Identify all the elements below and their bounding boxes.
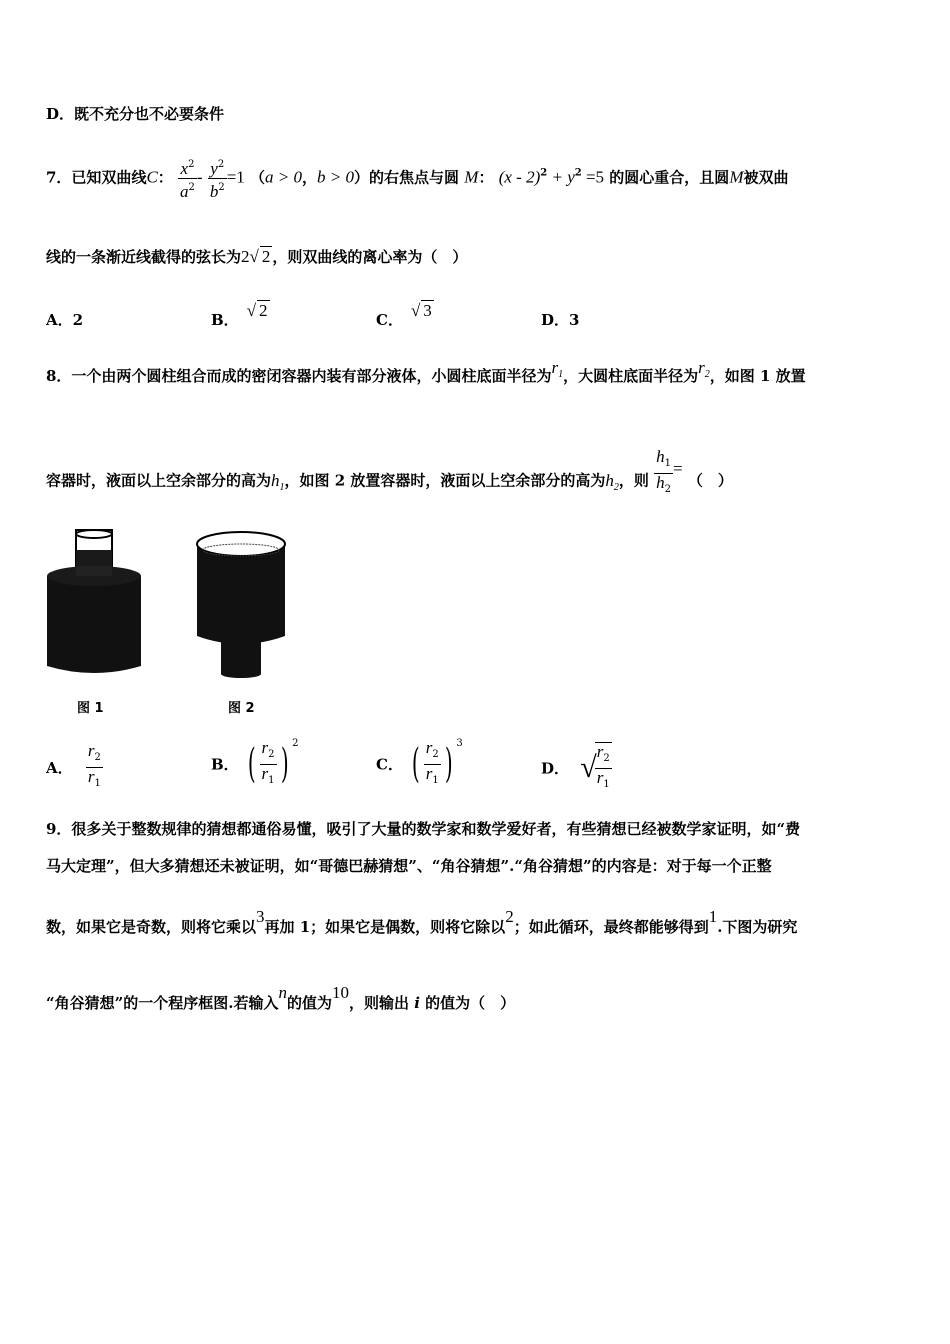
q8-b-r1: r — [261, 763, 269, 783]
figure-1-caption: 图 1 — [77, 701, 104, 716]
q7-option-a[interactable] — [46, 309, 83, 330]
q9-line-1: 9．很多关于整数规律的猜想都通俗易懂，吸引了大量的数学家和数学爱好者，有些猜想已经被数学家证明，如“费 — [46, 820, 801, 838]
q8-h1-sub: 1 — [279, 481, 285, 493]
q8-option-a-label: A． — [46, 759, 73, 777]
q7-y: y — [210, 159, 218, 178]
q8-option-d-frac — [595, 742, 612, 794]
q7-frac-y2-b2: $\frac{y^2}{b^2}$ — [208, 156, 227, 201]
q8-line2-c: ，则 — [618, 471, 649, 490]
q8-c-r1-sub: 1 — [432, 774, 439, 786]
q9-number-3: 3 — [256, 907, 265, 926]
q8-r1: r — [551, 358, 559, 377]
q7-colon: ： — [157, 168, 173, 187]
q8-d-r1-sub: 1 — [603, 779, 610, 790]
q7-x: x — [180, 159, 189, 178]
q7-option-d-value: 3 — [569, 311, 580, 329]
fig1-small-cylinder-top — [76, 530, 112, 538]
q8-h2-sub: 2 — [613, 481, 619, 493]
q7-chord-radicand: 2 — [261, 247, 271, 266]
q7-circle-name: M — [464, 167, 479, 187]
q7-tail-text-2: 被双曲 — [743, 168, 789, 187]
fig1-neck — [76, 566, 112, 576]
q7-option-c[interactable]: C． √ 3 — [376, 301, 432, 329]
q7-option-c-label: C． — [376, 311, 403, 329]
q7-tail-text: 的圆心重合，且圆 — [609, 168, 730, 187]
figure-1-container — [44, 528, 144, 680]
q8-option-b-label: B． — [211, 755, 239, 774]
q8-ratio-h1-sub: 1 — [664, 458, 672, 469]
q9-line4-c: ，则输出 — [349, 994, 415, 1012]
q8-option-b[interactable]: B． ( $\frac{r_2}{r_1}$ ) $^2$ — [211, 738, 299, 790]
q8-h1: h — [271, 470, 280, 490]
q7-rhs: =1 — [226, 167, 245, 187]
q8-line1-a: 8．一个由两个圆柱组合而成的密闭容器内装有部分液体，小圆柱底面半径为 — [46, 367, 552, 385]
q7-frac-x2-a2: $\frac{x^2}{a^2}$ — [178, 156, 197, 201]
q9-line3-c: ；如此循环，最终都能够得到 — [513, 918, 709, 936]
q8-d-r2-sub: 2 — [603, 753, 610, 764]
q8-b-r1-sub: 1 — [268, 774, 275, 786]
q8-ratio-eq: = — [673, 458, 683, 478]
q7-option-b-label: B． — [211, 311, 239, 329]
q7-option-b-value: 2 — [259, 301, 268, 320]
q8-option-d-label: D． — [541, 759, 570, 778]
q8-option-a[interactable] — [46, 742, 103, 793]
q8-option-d[interactable]: D． √ $\frac{r_2}{r_1}$ — [541, 742, 612, 794]
q7-line-1: 7．已知双曲线C： $\frac{x^2}{a^2}$ - $\frac{y^2}{b^2}$ =1 （a > 0，b > 0）的右焦点与圆 M： $(x - 2)^2 + y^2 =5$ 的圆心重合，且圆M被双曲 — [46, 156, 789, 201]
q8-option-c-power: 3 — [456, 738, 463, 749]
q9-number-2: 2 — [505, 907, 514, 926]
q7-circle-name-2: M — [729, 167, 744, 187]
q8-a-r2: r — [87, 741, 95, 760]
q8-d-r2: r — [596, 742, 604, 761]
q8-ratio-h2-sub: 2 — [664, 484, 672, 495]
q7-cond-a: a > 0 — [265, 167, 303, 187]
q8-line-1 — [46, 358, 806, 388]
q9-line3-b: 再加 1；如果它是偶数，则将它除以 — [264, 918, 506, 936]
fig2-small-cylinder-bottom — [221, 670, 261, 678]
fig2-small-cylinder — [221, 640, 261, 674]
q7-cond-close: ） — [354, 168, 370, 187]
q8-c-r1: r — [425, 763, 433, 783]
q7-minus: - — [196, 167, 203, 187]
q8-a-r1-sub: 1 — [94, 778, 101, 789]
q7-prefix: 7．已知双曲线 — [46, 168, 147, 187]
q8-h2: h — [605, 470, 614, 490]
fig2-large-cylinder — [197, 544, 285, 644]
q8-option-c[interactable]: C． ( $\frac{r_2}{r_1}$ ) $^3$ — [376, 738, 463, 790]
q7-curve-name: C — [146, 167, 158, 187]
q7-b: b — [209, 182, 219, 201]
q8-r2: r — [698, 358, 705, 377]
q7-chord-coef: 2 — [241, 247, 250, 266]
prev-option-d: D．既不充分也不必要条件 — [46, 105, 225, 123]
q8-option-b-frac — [260, 739, 277, 790]
q9-number-1: 1 — [708, 907, 718, 926]
q8-option-b-power: 2 — [292, 738, 299, 749]
q7-option-b[interactable]: B． √ 2 — [211, 301, 268, 329]
q7-cond-open: （ — [250, 168, 266, 187]
q8-ratio-h2: h — [656, 473, 665, 492]
q8-option-c-label: C． — [376, 755, 403, 774]
q7-line2-tail: ，则双曲线的离心率为（ ） — [272, 248, 468, 266]
q8-b-r2-sub: 2 — [268, 748, 275, 760]
q7-circle-eq-tail: + y — [547, 167, 575, 187]
q9-line3-d: .下图为研究 — [717, 918, 798, 936]
q8-ratio — [654, 448, 673, 499]
q8-ratio-h1: h — [656, 447, 665, 466]
q8-line2-b: ，如图 2 放置容器时，液面以上空余部分的高为 — [284, 471, 606, 490]
figure-2-container — [193, 528, 289, 680]
q7-option-d-label: D． — [541, 311, 570, 329]
q9-var-n: n — [278, 983, 287, 1002]
q7-circle-rhs: =5 — [581, 167, 605, 187]
q9-var-i: i — [414, 994, 420, 1012]
q9-line-2: 马大定理”，但大多猜想还未被证明，如“哥德巴赫猜想”、“角谷猜想”.“角谷猜想”的内容是：对于每一个正整 — [46, 857, 772, 875]
q7-mid-text: 的右焦点与圆 — [369, 168, 460, 187]
q8-a-r2-sub: 2 — [94, 752, 101, 763]
q7-a: a — [180, 182, 189, 201]
q8-option-a-frac — [86, 742, 103, 793]
q8-b-r2: r — [261, 737, 269, 757]
q7-option-a-value: 2 — [72, 311, 84, 329]
q8-d-r1: r — [596, 768, 604, 787]
q8-line2-d: （ ） — [687, 471, 733, 490]
q9-line4-a: “角谷猜想”的一个程序框图.若输入 — [46, 994, 279, 1012]
q7-option-c-value: 3 — [423, 301, 432, 320]
q8-line1-c: ，如图 1 放置 — [709, 367, 806, 385]
q7-colon2: ： — [478, 168, 494, 187]
q8-c-r2-sub: 2 — [432, 748, 439, 760]
q8-line2-a: 容器时，液面以上空余部分的高为 — [46, 471, 272, 490]
q9-line4-b: 的值为 — [286, 994, 332, 1012]
q7-option-d[interactable] — [541, 309, 579, 330]
q8-c-r2: r — [425, 737, 433, 757]
q9-line4-d: 的值为（ ） — [419, 994, 516, 1012]
q9-number-10: 10 — [332, 983, 349, 1002]
q8-a-r1: r — [87, 767, 95, 786]
q8-line-2 — [46, 447, 733, 507]
figure-2-caption: 图 2 — [228, 701, 255, 716]
q7-circle-eq: (x - 2) — [498, 167, 541, 187]
q8-option-c-frac — [424, 739, 441, 790]
q9-line3-a: 数，如果它是奇数，则将它乘以 — [46, 918, 257, 936]
q7-line2-text: 线的一条渐近线截得的弦长为 — [46, 248, 242, 266]
q9-line-3 — [46, 907, 798, 937]
q7-line-2: 线的一条渐近线截得的弦长为2√ 2 ，则双曲线的离心率为（ ） — [46, 247, 468, 266]
q7-cond-b: b > 0 — [317, 167, 355, 187]
q8-r2-sub: 2 — [704, 369, 710, 380]
q7-cond-sep: ， — [302, 168, 318, 187]
q8-r1-sub: 1 — [558, 369, 564, 380]
q7-option-a-label: A． — [46, 311, 73, 329]
q8-line1-b: ，大圆柱底面半径为 — [563, 367, 699, 385]
q9-line-4 — [46, 983, 516, 1013]
